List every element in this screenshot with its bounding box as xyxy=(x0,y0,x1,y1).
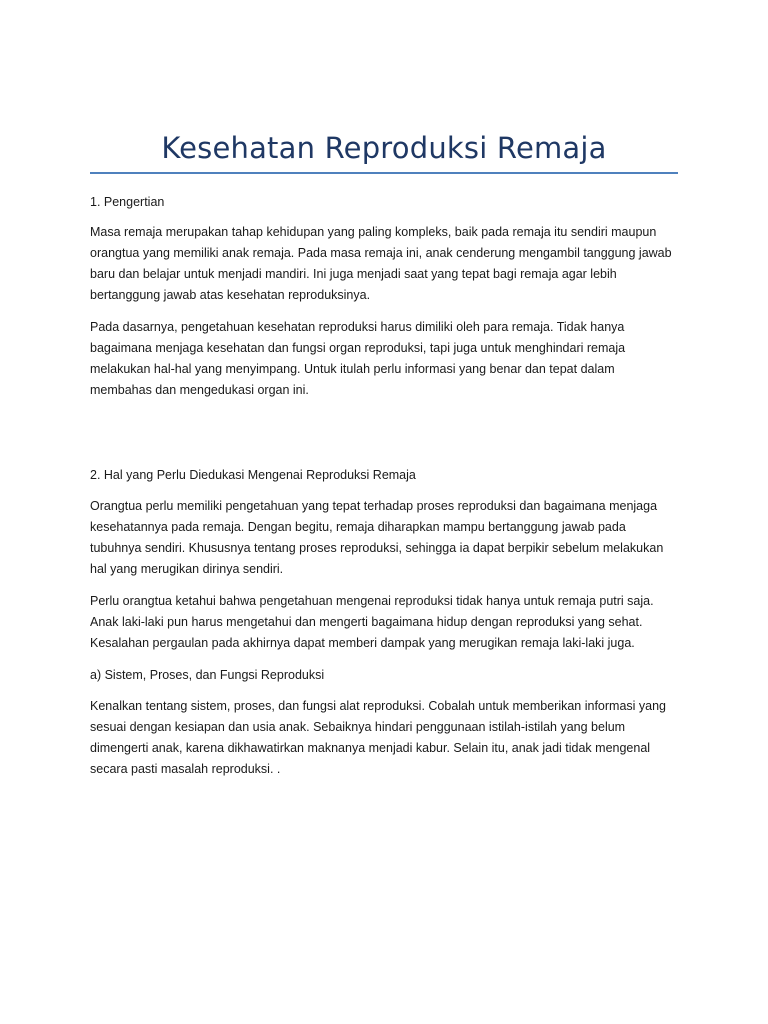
subsection-heading-sistem-proses-fungsi: a) Sistem, Proses, dan Fungsi Reproduksi xyxy=(90,668,325,682)
paragraph: Perlu orangtua ketahui bahwa pengetahuan mengenai reproduksi tidak hanya untuk remaja putri saja. Anak laki-laki pun harus mengetahui dan mengerti bagaimana hidup dengan reproduksi yang sehat. Kesalahan pergaulan pada akhirnya dapat memberi dampak yang merugikan remaja laki-laki juga. xyxy=(90,594,654,650)
section-heading-pengertian: 1. Pengertian xyxy=(90,195,165,209)
paragraph: Kenalkan tentang sistem, proses, dan fungsi alat reproduksi. Cobalah untuk memberikan informasi yang sesuai dengan kesiapan dan usia anak. Sebaiknya hindari penggunaan istilah-istilah yang belum dimengerti anak, karena dikhawatirkan maknanya menjadi kabur. Selain itu, anak jadi tidak mengenal secara pasti masalah reproduksi. . xyxy=(90,699,667,776)
paragraph: Masa remaja merupakan tahap kehidupan yang paling kompleks, baik pada remaja itu sendiri maupun orangtua yang memiliki anak remaja. Pada masa remaja ini, anak cenderung mengambil tanggung jawab baru dan belajar untuk menjadi mandiri. Ini juga menjadi saat yang tepat bagi remaja agar lebih bertanggung jawab atas kesehatan reproduksinya. xyxy=(90,225,672,302)
document-page xyxy=(90,0,678,1024)
title-underline xyxy=(90,172,678,174)
paragraph: Pada dasarnya, pengetahuan kesehatan reproduksi harus dimiliki oleh para remaja. Tidak hanya bagaimana menjaga kesehatan dan fungsi organ reproduksi, tapi juga untuk menghindari remaja melakukan hal-hal yang menyimpang. Untuk itulah perlu informasi yang benar dan tepat dalam membahas dan mengedukasi organ ini. xyxy=(90,320,626,397)
section-heading-hal-yang-perlu-diedukasi: 2. Hal yang Perlu Diedukasi Mengenai Reproduksi Remaja xyxy=(90,468,416,482)
paragraph: Orangtua perlu memiliki pengetahuan yang tepat terhadap proses reproduksi dan bagaimana menjaga kesehatannya pada remaja. Dengan begitu, remaja diharapkan mampu bertanggung jawab pada tubuhnya sendiri. Khususnya tentang proses reproduksi, sehingga ia dapat berpikir sebelum melakukan hal yang merugikan dirinya sendiri. xyxy=(90,499,664,576)
document-title: Kesehatan Reproduksi Remaja xyxy=(161,131,607,165)
